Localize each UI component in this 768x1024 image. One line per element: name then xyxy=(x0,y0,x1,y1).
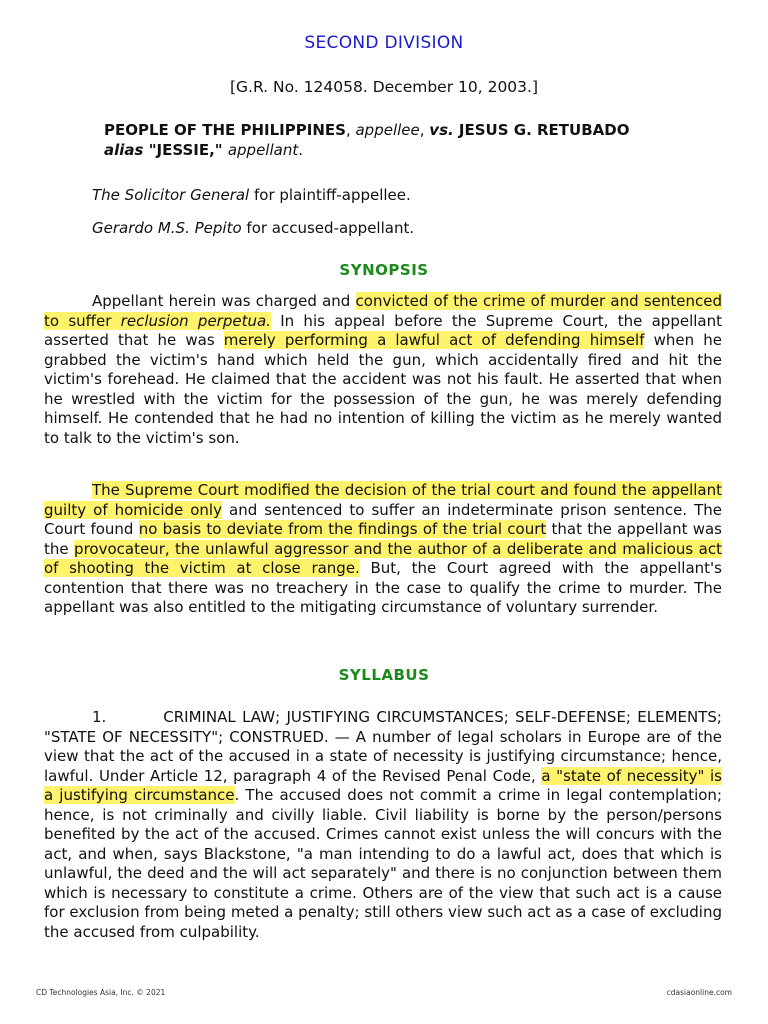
alias-word: alias xyxy=(104,141,144,159)
text: and sentenced to suffer an indeterminate prison sentence. The Court found xyxy=(44,500,722,538)
highlight: merely performing a lawful act of defending himself xyxy=(223,331,645,349)
syllabus-heading: SYLLABUS xyxy=(338,666,430,684)
highlight: a "state of necessity" is a justifying circumstance xyxy=(44,766,722,804)
synopsis-paragraph-1 xyxy=(44,292,722,448)
separator: , xyxy=(419,121,430,139)
text: when he grabbed the victim's hand which held the gun, which accidentally fired and hit the victim's forehead. He claimed that the accident was not his fault. He asserted that when he wrestled with the victim for the possession of the gun, he was merely defending himself. He contended that he had no intention of killing the victim as he merely wanted to talk to the victim's son. xyxy=(44,331,722,447)
versus: vs. xyxy=(429,121,454,139)
text: . The accused does not commit a crime in legal contemplation; hence, is not criminally and civilly liable. Civil liability is borne by the person/persons benefited by the act of the accused. Crimes cannot exist unless the will concurs with the act, and when, says Blackstone, "a man intending to do a lawful act, does that which is unlawful, the deed and the will act separately" and there is no conjunction between them which is necessary to constitute a crime. Others are of the view that such act is a cause for exclusion from being meted a penalty; still others view such act as a case of excluding the accused from culpability. xyxy=(44,786,722,941)
highlight: provocateur, the unlawful aggressor and the author of a deliberate and malicious act of shooting the victim at close range. xyxy=(44,539,722,577)
plaintiff-role: appellee xyxy=(355,121,420,139)
defendant-name: JESUS G. RETUBADO xyxy=(453,121,630,139)
syllabus-paragraph-1 xyxy=(44,708,722,942)
text: that the appellant was the xyxy=(44,520,722,558)
footer-website: cdasiaonline.com xyxy=(666,988,732,997)
division-title: SECOND DIVISION xyxy=(304,33,464,53)
alias-name: "JESSIE," xyxy=(143,141,228,159)
plaintiff-name: PEOPLE OF THE PHILIPPINES xyxy=(104,121,346,139)
footer-copyright: CD Technologies Asia, Inc. © 2021 xyxy=(36,988,166,997)
counsel-role: for accused-appellant. xyxy=(241,219,415,237)
synopsis-heading: SYNOPSIS xyxy=(339,261,429,279)
counsel-role: for plaintiff-appellee. xyxy=(249,186,411,204)
synopsis-paragraph-2 xyxy=(44,481,722,618)
counsel-name: Gerardo M.S. Pepito xyxy=(92,219,242,237)
text: In his appeal before the Supreme Court, the appellant asserted that he was xyxy=(44,311,722,349)
highlight: The Supreme Court modified the decision of the trial court and found the appellant guilty of homicide only xyxy=(44,481,722,519)
counsel-accused xyxy=(92,219,414,237)
highlight: no basis to deviate from the findings of the trial court xyxy=(138,520,547,538)
counsel-plaintiff xyxy=(92,186,411,204)
italic-text: reclusion perpetua. xyxy=(120,311,271,330)
separator: , xyxy=(345,121,356,139)
defendant-role: appellant xyxy=(227,141,299,159)
period: . xyxy=(298,141,304,159)
text: But, the Court agreed with the appellant's contention that there was no treachery in the case to qualify the crime to murder. The appellant was also entitled to the mitigating circumstance of voluntary surrender. xyxy=(44,559,722,616)
text: Appellant herein was charged and xyxy=(92,292,356,310)
text: 1. CRIMINAL LAW; JUSTIFYING CIRCUMSTANCES; SELF-DEFENSE; ELEMENTS; "STATE OF NECESSITY"; CONSTRUED. — A number of legal scholars in Europe are of the view that the act of the accused in a state of necessity is justifying circumstance; hence, lawful. Under Article 12, paragraph 4 of the Revised Penal Code, xyxy=(44,708,722,785)
text: convicted of the crime of murder and sentenced to suffer xyxy=(44,292,722,330)
case-parties xyxy=(104,120,664,160)
counsel-name: The Solicitor General xyxy=(92,186,250,204)
case-number: [G.R. No. 124058. December 10, 2003.] xyxy=(229,78,539,96)
